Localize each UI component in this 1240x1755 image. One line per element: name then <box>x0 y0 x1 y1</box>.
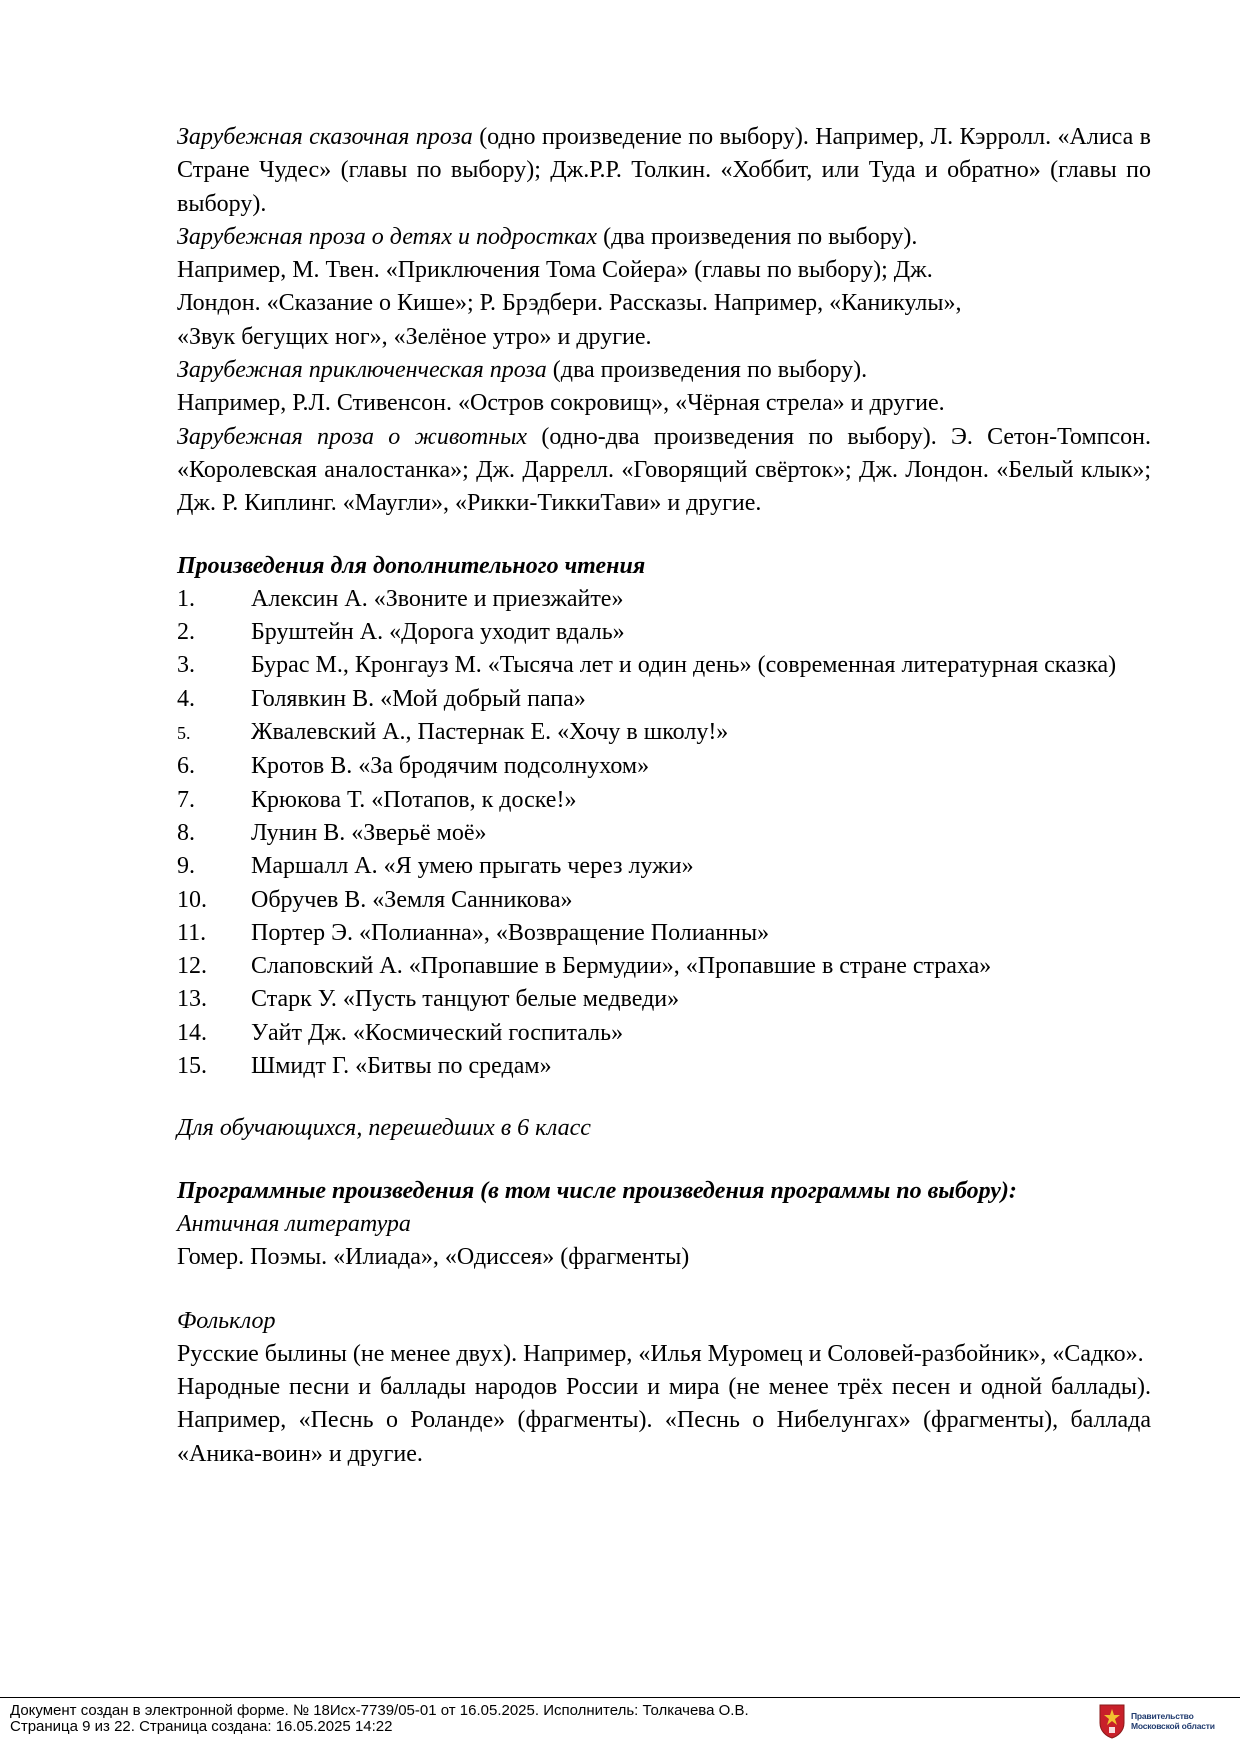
list-text: Маршалл А. «Я умею прыгать через лужи» <box>251 853 694 880</box>
list-text: Крюкова Т. «Потапов, к доске!» <box>251 786 577 813</box>
logo-caption <box>1131 1711 1215 1731</box>
list-text: Жвалевский А., Пастернак Е. «Хочу в школу!» <box>251 719 729 746</box>
list-item <box>177 683 1151 716</box>
list-item <box>177 817 1151 850</box>
folklore-paragraph: Народные песни и баллады народов России и мира (не менее трёх песен и одной баллады). Например, «Песнь о Роланде» (фрагменты). «Песнь о Нибелунгах» (фрагменты), баллада «Аника-воин» и другие. <box>177 1374 1151 1467</box>
list-text: Алексин А. «Звоните и приезжайте» <box>251 585 624 612</box>
document-body <box>177 121 1151 1471</box>
section-text: (одно-два произведения по выбору). Э. Сетон-Томпсон. «Королевская аналостанка»; Дж. Даррелл. «Говорящий свёрток»; Дж. Лондон. «Белый клык»; Дж. Р. Киплинг. «Маугли», «Рикки-ТиккиТави» и другие. <box>177 423 1151 517</box>
paragraph-animal-prose <box>177 421 1151 521</box>
list-item <box>177 917 1151 950</box>
section-text: (два произведения по выбору). <box>597 223 918 250</box>
list-item <box>177 784 1151 817</box>
list-item <box>177 750 1151 783</box>
list-number: 2. <box>177 619 195 646</box>
footer-line-1: Документ создан в электронной форме. № 18Исх-7739/05-01 от 16.05.2025. Исполнитель: Толкачева О.В. <box>10 1702 749 1719</box>
list-item <box>177 583 1151 616</box>
additional-reading-heading: Произведения для дополнительного чтения <box>177 552 646 579</box>
list-number: 1. <box>177 585 195 612</box>
list-item <box>177 950 1151 983</box>
list-item <box>177 983 1151 1016</box>
paragraph-adventure-prose <box>177 354 1151 387</box>
section-text: (два произведения по выбору). <box>546 357 868 384</box>
program-heading: Программные произведения (в том числе произведения программы по выбору): <box>177 1177 1017 1204</box>
antique-text: Гомер. Поэмы. «Илиада», «Одиссея» (фрагменты) <box>177 1244 690 1271</box>
paragraph-children-prose <box>177 221 1151 254</box>
list-number: 8. <box>177 819 195 846</box>
list-text: Портер Э. «Полианна», «Возвращение Полианны» <box>251 919 770 946</box>
list-item <box>177 850 1151 883</box>
spacer <box>177 1275 1151 1305</box>
list-item <box>177 1017 1151 1050</box>
list-number: 14. <box>177 1019 207 1046</box>
section-title: Зарубежная проза о животных <box>177 423 528 450</box>
footer-info <box>10 1703 1060 1735</box>
list-text: Бруштейн А. «Дорога уходит вдаль» <box>251 619 625 646</box>
list-text: Кротов В. «За бродячим подсолнухом» <box>251 753 650 780</box>
list-text: Уайт Дж. «Космический госпиталь» <box>251 1019 624 1046</box>
list-text: Шмидт Г. «Битвы по средам» <box>251 1053 552 1080</box>
section-text: (одно произведение по выбору). Например, Л. Кэрролл. «Алиса в Стране Чудес» (главы по выбору); Дж.Р.Р. Толкин. «Хоббит, или Туда и обратно» (главы по выбору). <box>177 124 1152 217</box>
folklore-paragraph: Русские былины (не менее двух). Например, «Илья Муромец и Соловей-разбойник», «Садко». <box>177 1340 1144 1367</box>
section-title: Зарубежная приключенческая проза <box>177 357 547 384</box>
folklore-title: Фольклор <box>177 1307 276 1334</box>
list-number: 4. <box>177 685 195 712</box>
government-logo <box>1098 1701 1236 1741</box>
additional-reading-list <box>177 583 1151 1083</box>
coat-of-arms-icon <box>1098 1703 1126 1739</box>
list-item <box>177 716 1151 750</box>
list-text: Слаповский А. «Пропавшие в Бермудии», «Пропавшие в стране страха» <box>251 953 992 980</box>
list-number: 5. <box>177 723 191 744</box>
footer-line-2: Страница 9 из 22. Страница создана: 16.05.2025 14:22 <box>10 1718 393 1735</box>
list-number: 11. <box>177 919 207 946</box>
list-text: Лунин В. «Зверьё моё» <box>251 819 487 846</box>
antique-title: Античная литература <box>177 1210 411 1237</box>
section-title: Зарубежная сказочная проза <box>177 124 473 150</box>
list-text: Обручев В. «Земля Санникова» <box>251 886 573 913</box>
list-number: 9. <box>177 853 195 880</box>
list-item <box>177 649 1151 682</box>
list-number: 6. <box>177 753 195 780</box>
spacer <box>177 521 1151 550</box>
paragraph-fairy-prose <box>177 121 1151 221</box>
list-item <box>177 1050 1151 1083</box>
list-number: 3. <box>177 652 195 679</box>
logo-line-1: Правительство <box>1131 1711 1194 1721</box>
footer-divider <box>0 1697 1240 1698</box>
text-line: «Звук бегущих ног», «Зелёное утро» и другие. <box>177 323 652 350</box>
list-number: 15. <box>177 1053 207 1080</box>
text-line: Например, М. Твен. «Приключения Тома Сойера» (главы по выбору); Дж. <box>177 257 933 284</box>
list-text: Голявкин В. «Мой добрый папа» <box>251 685 586 712</box>
spacer <box>177 1083 1151 1112</box>
list-text: Старк У. «Пусть танцуют белые медведи» <box>251 986 680 1013</box>
spacer <box>177 1146 1151 1175</box>
list-number: 7. <box>177 786 195 813</box>
text-line: Например, Р.Л. Стивенсон. «Остров сокровищ», «Чёрная стрела» и другие. <box>177 390 945 417</box>
list-text: Бурас М., Кронгауз М. «Тысяча лет и один день» (современная литературная сказка) <box>251 652 1117 679</box>
list-number: 13. <box>177 986 207 1013</box>
grade6-intro: Для обучающихся, перешедших в 6 класс <box>177 1115 591 1142</box>
list-item <box>177 616 1151 649</box>
section-title: Зарубежная проза о детях и подростках <box>177 223 598 250</box>
list-number: 10. <box>177 886 207 913</box>
logo-line-2: Московской области <box>1131 1721 1215 1731</box>
list-item <box>177 884 1151 917</box>
text-line: Лондон. «Сказание о Кише»; Р. Брэдбери. Рассказы. Например, «Каникулы», <box>177 290 962 317</box>
list-number: 12. <box>177 953 207 980</box>
